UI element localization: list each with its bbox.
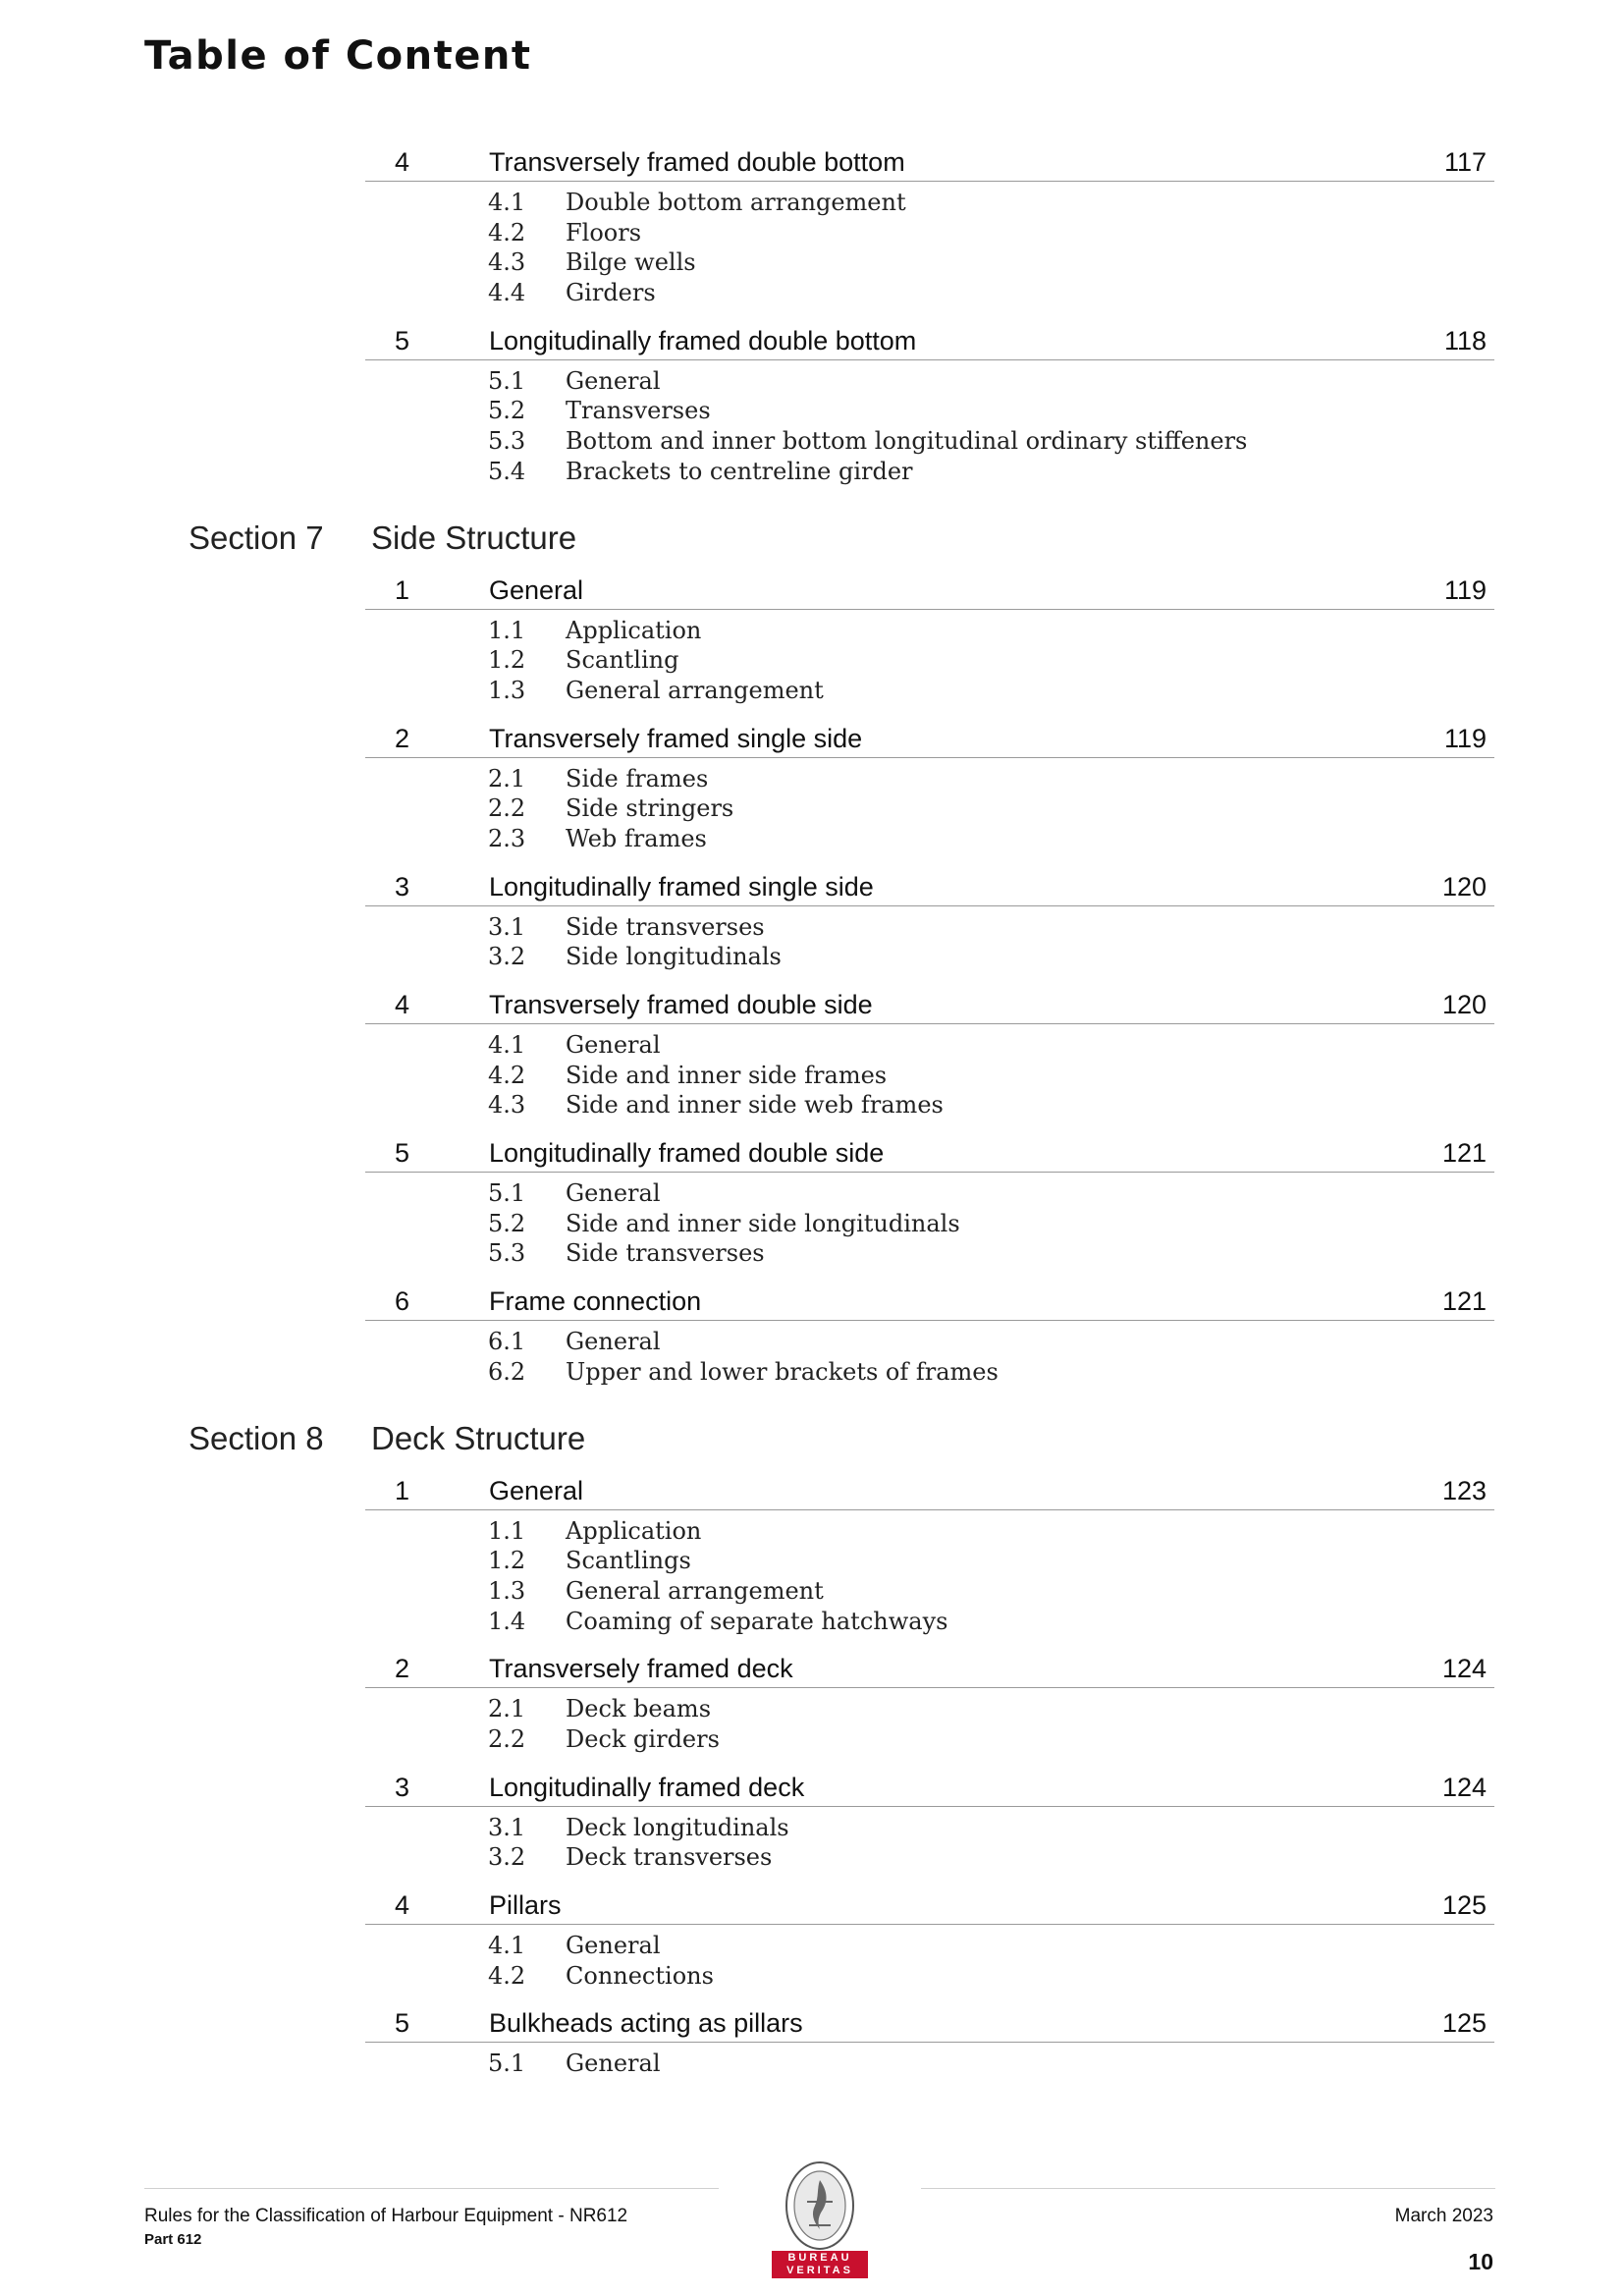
page-title: Table of Content — [144, 33, 532, 79]
logo-wordmark-line2: VERITAS — [786, 2265, 853, 2276]
subarticle-title: Web frames — [566, 824, 707, 852]
subarticle-title: Side longitudinals — [566, 943, 782, 971]
article-number: 5 — [395, 1138, 410, 1169]
article-page-number: 118 — [1443, 325, 1487, 355]
article-title: Transversely framed deck — [489, 1654, 793, 1684]
subarticle-number: 6.1 — [488, 1328, 526, 1356]
subarticle-number: 1.1 — [488, 616, 526, 644]
subarticle-row — [0, 913, 1623, 944]
article-title: Bulkheads acting as pillars — [489, 2008, 803, 2039]
subarticle-number: 5.4 — [488, 457, 526, 485]
subarticle-list — [0, 1807, 1623, 1881]
section-label: Section 7 — [189, 519, 324, 556]
section-title: Deck Structure — [371, 1419, 586, 1456]
subarticle-number: 4.1 — [488, 1932, 526, 1959]
footer-divider-right — [921, 2188, 1495, 2189]
subarticle-title: Girders — [566, 279, 656, 307]
subarticle-row — [0, 825, 1623, 855]
subarticle-row — [0, 189, 1623, 219]
article-number: 5 — [395, 325, 410, 355]
article-page-number: 125 — [1441, 2008, 1487, 2039]
article-title: Transversely framed double side — [489, 990, 873, 1019]
subarticle-row — [0, 1547, 1623, 1577]
article-title: Transversely framed single side — [489, 723, 863, 753]
subarticle-title: Application — [566, 1516, 702, 1545]
subarticle-title: Side stringers — [566, 794, 734, 823]
subarticle-row — [0, 1814, 1623, 1844]
subarticle-list — [0, 1173, 1623, 1277]
subarticle-title: Connections — [566, 1961, 714, 1990]
subarticle-number: 4.2 — [488, 1061, 526, 1089]
subarticle-title: Deck transverses — [566, 1843, 773, 1872]
subarticle-list — [0, 1510, 1623, 1645]
article-page-number: 124 — [1441, 1772, 1487, 1802]
subarticle-title: General arrangement — [566, 676, 824, 704]
article-page-number: 121 — [1441, 1138, 1487, 1169]
article-number: 6 — [395, 1286, 410, 1317]
subarticle-number: 4.4 — [488, 279, 526, 307]
footer-date: March 2023 — [1394, 2206, 1493, 2226]
section-heading — [0, 517, 1623, 566]
article-row — [365, 1277, 1494, 1321]
article-row — [365, 714, 1494, 758]
article-page-number: 120 — [1441, 871, 1487, 902]
article-row — [365, 1466, 1494, 1510]
subarticle-number: 4.1 — [488, 1031, 526, 1059]
subarticle-title: General — [566, 1932, 661, 1959]
toc-section — [0, 1417, 1623, 2088]
article-row — [365, 862, 1494, 906]
subarticle-row — [0, 1577, 1623, 1608]
subarticle-row — [0, 427, 1623, 458]
subarticle-title: Coaming of separate hatchways — [566, 1607, 948, 1635]
subarticle-title: Deck girders — [566, 1724, 720, 1753]
subarticle-list — [0, 1321, 1623, 1394]
subarticle-title: Double bottom arrangement — [566, 189, 906, 216]
article-page-number: 119 — [1443, 723, 1487, 753]
article-page-number: 124 — [1441, 1654, 1487, 1684]
subarticle-number: 1.1 — [488, 1516, 526, 1545]
subarticle-row — [0, 219, 1623, 249]
subarticle-title: Side and inner side frames — [566, 1061, 888, 1089]
article-number: 4 — [395, 990, 410, 1019]
subarticle-title: General arrangement — [566, 1576, 824, 1605]
footer-part: Part 612 — [144, 2231, 202, 2248]
subarticle-title: Deck longitudinals — [566, 1813, 789, 1841]
article-row — [365, 1881, 1494, 1925]
subarticle-title: Side transverses — [566, 1239, 765, 1268]
subarticle-number: 1.2 — [488, 646, 526, 675]
subarticle-list — [0, 758, 1623, 862]
subarticle-title: General — [566, 1179, 661, 1208]
article-row — [365, 137, 1494, 182]
subarticle-number: 4.1 — [488, 189, 526, 216]
article-title: Longitudinally framed deck — [489, 1772, 805, 1802]
article-number: 3 — [395, 1772, 410, 1802]
logo-emblem-icon — [768, 2157, 872, 2251]
subarticle-row — [0, 794, 1623, 825]
subarticle-row — [0, 677, 1623, 707]
section-heading — [0, 1417, 1623, 1466]
article-title: Transversely framed double bottom — [489, 147, 905, 177]
article-title: Longitudinally framed single side — [489, 871, 874, 902]
subarticle-list — [0, 1925, 1623, 1998]
subarticle-row — [0, 1328, 1623, 1358]
subarticle-number: 2.2 — [488, 1724, 526, 1753]
subarticle-number: 5.3 — [488, 427, 526, 456]
section-title: Side Structure — [371, 519, 577, 556]
subarticle-title: Side and inner side longitudinals — [566, 1209, 960, 1237]
subarticle-row — [0, 1962, 1623, 1993]
subarticle-row — [0, 1031, 1623, 1062]
subarticle-row — [0, 1843, 1623, 1874]
subarticle-row — [0, 1210, 1623, 1240]
subarticle-list — [0, 2043, 1623, 2087]
subarticle-number: 5.3 — [488, 1239, 526, 1268]
subarticle-row — [0, 646, 1623, 677]
subarticle-list — [0, 1024, 1623, 1128]
subarticle-number: 1.3 — [488, 676, 526, 704]
subarticle-number: 4.2 — [488, 218, 526, 246]
subarticle-row — [0, 1725, 1623, 1756]
subarticle-number: 2.3 — [488, 824, 526, 852]
subarticle-number: 5.1 — [488, 366, 526, 395]
subarticle-title: Deck beams — [566, 1695, 712, 1723]
subarticle-title: Bottom and inner bottom longitudinal ordinary stiffeners — [566, 427, 1248, 456]
subarticle-number: 5.1 — [488, 2050, 526, 2078]
article-title: Longitudinally framed double bottom — [489, 325, 917, 355]
subarticle-number: 2.2 — [488, 794, 526, 823]
article-row — [365, 1644, 1494, 1688]
subarticle-title: Side frames — [566, 764, 709, 793]
article-title: Frame connection — [489, 1286, 702, 1317]
page-number: 10 — [1468, 2249, 1493, 2274]
subarticle-number: 4.2 — [488, 1961, 526, 1990]
subarticle-number: 6.2 — [488, 1357, 526, 1386]
table-of-contents — [0, 137, 1623, 2087]
subarticle-number: 3.2 — [488, 943, 526, 971]
article-title: Longitudinally framed double side — [489, 1138, 885, 1169]
subarticle-row — [0, 1608, 1623, 1638]
subarticle-number: 1.2 — [488, 1547, 526, 1575]
subarticle-title: Brackets to centreline girder — [566, 457, 913, 485]
subarticle-title: General — [566, 1031, 661, 1059]
subarticle-row — [0, 1932, 1623, 1962]
article-number: 4 — [395, 1890, 410, 1920]
subarticle-title: General — [566, 2050, 661, 2078]
subarticle-row — [0, 2050, 1623, 2080]
subarticle-list — [0, 610, 1623, 714]
subarticle-title: General — [566, 1328, 661, 1356]
article-row — [365, 566, 1494, 610]
subarticle-title: Side transverses — [566, 912, 765, 941]
subarticle-title: Floors — [566, 218, 642, 246]
subarticle-title: Scantlings — [566, 1547, 691, 1575]
article-number: 3 — [395, 871, 410, 902]
subarticle-row — [0, 458, 1623, 488]
footer-divider-left — [144, 2188, 719, 2189]
article-number: 4 — [395, 147, 410, 177]
logo-wordmark-line1: BUREAU — [787, 2252, 852, 2264]
article-number: 5 — [395, 2008, 410, 2039]
subarticle-list — [0, 906, 1623, 980]
subarticle-list — [0, 182, 1623, 316]
subarticle-list — [0, 1688, 1623, 1762]
article-row — [365, 1763, 1494, 1807]
article-title: General — [489, 1475, 584, 1505]
subarticle-row — [0, 1091, 1623, 1121]
article-page-number: 123 — [1441, 1475, 1487, 1505]
toc-section — [0, 517, 1623, 1395]
article-row — [365, 1998, 1494, 2043]
subarticle-title: Transverses — [566, 397, 711, 425]
subarticle-row — [0, 765, 1623, 795]
article-number: 1 — [395, 1475, 410, 1505]
subarticle-title: Scantling — [566, 646, 679, 675]
subarticle-number: 1.4 — [488, 1607, 526, 1635]
subarticle-number: 4.3 — [488, 1091, 526, 1120]
article-number: 2 — [395, 723, 410, 753]
article-page-number: 125 — [1441, 1890, 1487, 1920]
subarticle-row — [0, 248, 1623, 279]
subarticle-number: 5.2 — [488, 397, 526, 425]
subarticle-title: General — [566, 366, 661, 395]
subarticle-title: Upper and lower brackets of frames — [566, 1357, 999, 1386]
article-title: Pillars — [489, 1890, 562, 1920]
subarticle-number: 2.1 — [488, 764, 526, 793]
footer-document-title: Rules for the Classification of Harbour Equipment - NR612 — [144, 2206, 628, 2226]
section-label: Section 8 — [189, 1419, 324, 1456]
subarticle-row — [0, 617, 1623, 647]
subarticle-row — [0, 367, 1623, 398]
subarticle-number: 2.1 — [488, 1695, 526, 1723]
subarticle-row — [0, 943, 1623, 973]
subarticle-row — [0, 1695, 1623, 1725]
subarticle-row — [0, 1517, 1623, 1548]
subarticle-row — [0, 1358, 1623, 1389]
bureau-veritas-logo — [768, 2157, 872, 2278]
article-page-number: 117 — [1443, 147, 1487, 177]
article-row — [365, 980, 1494, 1024]
subarticle-title: Side and inner side web frames — [566, 1091, 944, 1120]
subarticle-number: 4.3 — [488, 248, 526, 277]
subarticle-row — [0, 1179, 1623, 1210]
subarticle-number: 5.1 — [488, 1179, 526, 1208]
toc-section — [0, 137, 1623, 495]
article-page-number: 119 — [1443, 574, 1487, 605]
subarticle-row — [0, 397, 1623, 427]
subarticle-number: 5.2 — [488, 1209, 526, 1237]
subarticle-number: 1.3 — [488, 1576, 526, 1605]
article-page-number: 121 — [1441, 1286, 1487, 1317]
subarticle-number: 3.1 — [488, 1813, 526, 1841]
subarticle-row — [0, 1062, 1623, 1092]
article-row — [365, 316, 1494, 360]
article-number: 2 — [395, 1654, 410, 1684]
subarticle-title: Application — [566, 616, 702, 644]
subarticle-number: 3.1 — [488, 912, 526, 941]
subarticle-list — [0, 360, 1623, 495]
subarticle-title: Bilge wells — [566, 248, 696, 277]
article-page-number: 120 — [1441, 990, 1487, 1019]
article-number: 1 — [395, 574, 410, 605]
subarticle-row — [0, 1239, 1623, 1270]
article-row — [365, 1128, 1494, 1173]
article-title: General — [489, 574, 584, 605]
subarticle-number: 3.2 — [488, 1843, 526, 1872]
subarticle-row — [0, 279, 1623, 309]
